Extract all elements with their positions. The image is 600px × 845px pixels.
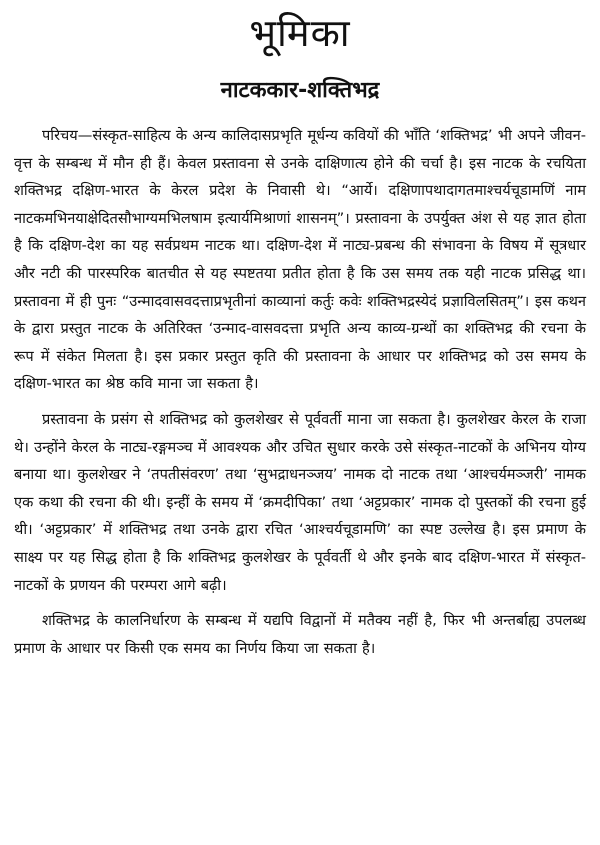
paragraph-kulashekhara: प्रस्तावना के प्रसंग से शक्तिभद्र को कुलशेखर से पूर्ववर्ती माना जा सकता है। कुलशेखर केरल के राजा थे। उन्होंने केरल के नाट्य-रङ्गमञ्च में आवश्यक और उचित सुधार करके उसे संस्कृत-नाटकों के अभिनय योग्य बनाया था। कुलशेखर ने ‘तपतीसंवरण’ तथा ‘सुभद्राधनञ्जय’ नामक दो नाटक तथा ‘आश्चर्यमञ्जरी’ नामक एक कथा की रचना की थी। इन्हीं के समय में ‘क्रमदीपिका’ तथा ‘अट्टप्रकार’ नामक दो पुस्तकों की रचना हुई थी। ‘अट्टप्रकार’ में शक्तिभद्र तथा उनके द्वारा रचित ‘आश्चर्यचूडामणि’ का स्पष्ट उल्लेख है। इस प्रमाण के साक्ष्य पर यह सिद्ध होता है कि शक्तिभद्र कुलशेखर के पूर्ववर्ती थे और इनके बाद दक्षिण-भारत में संस्कृत-नाटकों के प्रणयन की परम्परा आगे बढ़ी। [14, 410, 586, 594]
paragraph-dating: शक्तिभद्र के कालनिर्धारण के सम्बन्ध में यद्यपि विद्वानों में मतैक्य नहीं है, फिर भी अन्तर्बाह्य उपलब्ध प्रमाण के आधार पर किसी एक समय का निर्णय किया जा सकता है। [14, 612, 586, 657]
page-title: भूमिका [249, 11, 351, 55]
paragraph-intro: परिचय—संस्कृत-साहित्य के अन्य कालिदासप्रभृति मूर्धन्य कवियों की भाँति ‘शक्तिभद्र’ भी अपने जीवन-वृत्त के सम्बन्ध में मौन ही हैं। केवल प्रस्तावना से उनके दाक्षिणात्य होने की चर्चा है। इस नाटक के रचयिता शक्तिभद्र दक्षिण-भारत के केरल प्रदेश के निवासी थे। “आर्ये। दक्षिणापथादागतमाश्चर्यचूडामणिं नाम नाटकमभिनयाक्षेदितसौभाग्यमभिलषाम इत्यार्यमिश्राणां शासनम्”। प्रस्तावना के उपर्युक्त अंश से यह ज्ञात होता है कि दक्षिण-देश का यह सर्वप्रथम नाटक था। दक्षिण-देश में नाट्य-प्रबन्ध की संभावना के विषय में सूत्रधार और नटी की पारस्परिक बातचीत से यह स्पष्टतया प्रतीत होता है कि उस समय तक यही नाटक प्रसिद्ध था। प्रस्तावना में ही पुनः “उन्मादवासवदत्ताप्रभृतीनां काव्यानां कर्तुः कवेः शक्तिभद्रस्येदं प्रज्ञाविलसितम्”। इस कथन के द्वारा प्रस्तुत नाटक के अतिरिक्त ‘उन्माद-वासवदत्ता प्रभृति अन्य काव्य-ग्रन्थों का शक्तिभद्र की रचना के रूप में संकेत मिलता है। इस प्रकार प्रस्तुत कृति की प्रस्तावना के आधार पर शक्तिभद्र को उस समय के दक्षिण-भारत का श्रेष्ठ कवि माना जा सकता है। [14, 127, 586, 393]
section-heading: नाटककार-शक्तिभद्र [220, 78, 380, 103]
